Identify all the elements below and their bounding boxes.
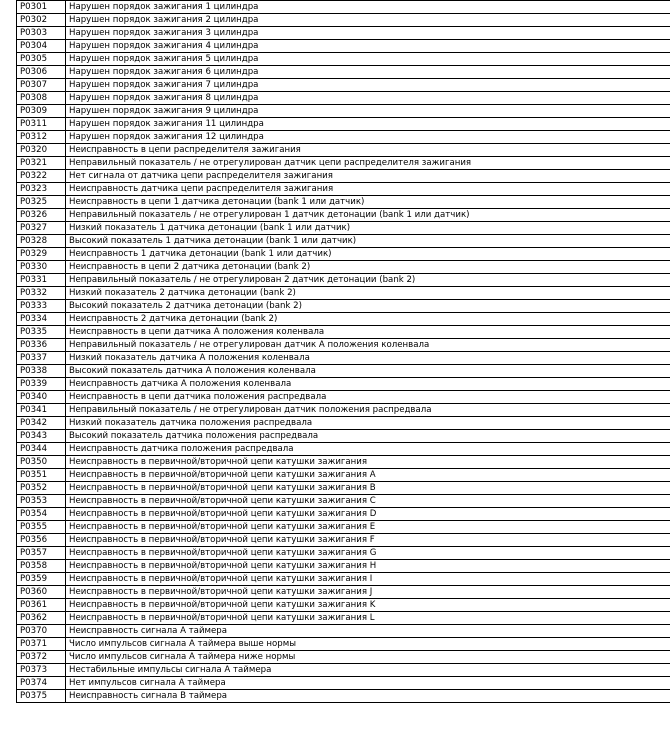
- error-description-cell: Число импульсов сигнала А таймера ниже нормы: [66, 651, 670, 664]
- error-description-cell: Низкий показатель датчика А положения коленвала: [66, 352, 670, 365]
- error-code-cell: P0301: [17, 1, 66, 14]
- table-row: [17, 66, 670, 79]
- error-description-cell: Неисправность в первичной/вторичной цепи катушки зажигания В: [66, 482, 670, 495]
- table-row: [17, 105, 670, 118]
- error-description-cell: Нарушен порядок зажигания 6 цилиндра: [66, 66, 670, 79]
- error-code-cell: P0311: [17, 118, 66, 131]
- error-description-cell: Нестабильные импульсы сигнала А таймера: [66, 664, 670, 677]
- error-description-cell: Низкий показатель датчика положения распредвала: [66, 417, 670, 430]
- table-row: [17, 482, 670, 495]
- table-row: [17, 144, 670, 157]
- error-code-cell: P0351: [17, 469, 66, 482]
- table-row: [17, 456, 670, 469]
- table-row: [17, 521, 670, 534]
- error-code-cell: P0307: [17, 79, 66, 92]
- error-description-cell: Нет сигнала от датчика цепи распределителя зажигания: [66, 170, 670, 183]
- error-code-cell: P0344: [17, 443, 66, 456]
- error-code-cell: P0304: [17, 40, 66, 53]
- table-row: [17, 326, 670, 339]
- table-row: [17, 14, 670, 27]
- error-description-cell: Нарушен порядок зажигания 7 цилиндра: [66, 79, 670, 92]
- error-description-cell: Неисправность 1 датчика детонации (bank 1 или датчик): [66, 248, 670, 261]
- error-code-cell: P0373: [17, 664, 66, 677]
- error-code-cell: P0323: [17, 183, 66, 196]
- error-description-cell: Неисправность в первичной/вторичной цепи катушки зажигания Е: [66, 521, 670, 534]
- table-row: [17, 443, 670, 456]
- error-description-cell: Неисправность датчика А положения коленвала: [66, 378, 670, 391]
- error-code-cell: P0302: [17, 14, 66, 27]
- error-description-cell: Нарушен порядок зажигания 9 цилиндра: [66, 105, 670, 118]
- table-row: [17, 300, 670, 313]
- error-code-cell: P0358: [17, 560, 66, 573]
- error-code-cell: P0337: [17, 352, 66, 365]
- error-code-cell: P0343: [17, 430, 66, 443]
- error-code-cell: P0328: [17, 235, 66, 248]
- error-codes-table: [16, 0, 670, 703]
- table-row: [17, 339, 670, 352]
- error-code-cell: P0339: [17, 378, 66, 391]
- table-row: [17, 625, 670, 638]
- table-row: [17, 638, 670, 651]
- table-row: [17, 222, 670, 235]
- error-code-cell: P0330: [17, 261, 66, 274]
- error-code-cell: P0326: [17, 209, 66, 222]
- table-row: [17, 131, 670, 144]
- error-code-cell: P0320: [17, 144, 66, 157]
- error-description-cell: Неисправность в первичной/вторичной цепи катушки зажигания I: [66, 573, 670, 586]
- error-code-cell: P0309: [17, 105, 66, 118]
- table-row: [17, 677, 670, 690]
- table-row: [17, 560, 670, 573]
- error-code-cell: P0371: [17, 638, 66, 651]
- error-code-cell: P0331: [17, 274, 66, 287]
- table-row: [17, 53, 670, 66]
- error-code-cell: P0355: [17, 521, 66, 534]
- error-code-cell: P0340: [17, 391, 66, 404]
- table-row: [17, 391, 670, 404]
- error-code-cell: P0357: [17, 547, 66, 560]
- error-description-cell: Низкий показатель 2 датчика детонации (bank 2): [66, 287, 670, 300]
- table-row: [17, 92, 670, 105]
- table-row: [17, 664, 670, 677]
- error-description-cell: Неисправность в первичной/вторичной цепи катушки зажигания J: [66, 586, 670, 599]
- error-description-cell: Нет импульсов сигнала А таймера: [66, 677, 670, 690]
- error-description-cell: Неисправность в первичной/вторичной цепи катушки зажигания С: [66, 495, 670, 508]
- error-description-cell: Неисправность в первичной/вторичной цепи катушки зажигания F: [66, 534, 670, 547]
- table-row: [17, 261, 670, 274]
- table-row: [17, 209, 670, 222]
- error-code-cell: P0354: [17, 508, 66, 521]
- error-code-cell: P0350: [17, 456, 66, 469]
- error-code-cell: P0372: [17, 651, 66, 664]
- error-description-cell: Неисправность сигнала В таймера: [66, 690, 670, 703]
- table-row: [17, 469, 670, 482]
- error-description-cell: Высокий показатель 2 датчика детонации (bank 2): [66, 300, 670, 313]
- table-row: [17, 508, 670, 521]
- error-description-cell: Неисправность в цепи датчика А положения коленвала: [66, 326, 670, 339]
- error-code-cell: P0327: [17, 222, 66, 235]
- error-description-cell: Нарушен порядок зажигания 12 цилиндра: [66, 131, 670, 144]
- error-description-cell: Нарушен порядок зажигания 1 цилиндра: [66, 1, 670, 14]
- error-code-cell: P0353: [17, 495, 66, 508]
- error-description-cell: Нарушен порядок зажигания 3 цилиндра: [66, 27, 670, 40]
- error-description-cell: Неисправность в цепи датчика положения распредвала: [66, 391, 670, 404]
- table-row: [17, 534, 670, 547]
- error-code-cell: P0303: [17, 27, 66, 40]
- table-row: [17, 690, 670, 703]
- error-code-cell: P0362: [17, 612, 66, 625]
- error-code-cell: P0342: [17, 417, 66, 430]
- error-description-cell: Неисправность в цепи 1 датчика детонации (bank 1 или датчик): [66, 196, 670, 209]
- table-row: [17, 573, 670, 586]
- error-code-cell: P0359: [17, 573, 66, 586]
- error-description-cell: Нарушен порядок зажигания 4 цилиндра: [66, 40, 670, 53]
- error-description-cell: Нарушен порядок зажигания 5 цилиндра: [66, 53, 670, 66]
- table-row: [17, 417, 670, 430]
- table-row: [17, 287, 670, 300]
- error-codes-body: [17, 1, 670, 703]
- error-description-cell: Неправильный показатель / не отрегулирован 2 датчик детонации (bank 2): [66, 274, 670, 287]
- table-row: [17, 157, 670, 170]
- error-description-cell: Нарушен порядок зажигания 8 цилиндра: [66, 92, 670, 105]
- error-description-cell: Неисправность датчика положения распредвала: [66, 443, 670, 456]
- table-row: [17, 40, 670, 53]
- error-code-cell: P0370: [17, 625, 66, 638]
- error-description-cell: Неправильный показатель / не отрегулирован 1 датчик детонации (bank 1 или датчик): [66, 209, 670, 222]
- error-code-cell: P0360: [17, 586, 66, 599]
- error-description-cell: Неправильный показатель / не отрегулирован датчик А положения коленвала: [66, 339, 670, 352]
- error-description-cell: Неисправность сигнала А таймера: [66, 625, 670, 638]
- error-code-cell: P0322: [17, 170, 66, 183]
- error-code-cell: P0305: [17, 53, 66, 66]
- error-code-cell: P0336: [17, 339, 66, 352]
- error-description-cell: Неправильный показатель / не отрегулирован датчик положения распредвала: [66, 404, 670, 417]
- table-row: [17, 183, 670, 196]
- error-code-cell: P0333: [17, 300, 66, 313]
- error-code-cell: P0312: [17, 131, 66, 144]
- error-description-cell: Неисправность в первичной/вторичной цепи катушки зажигания G: [66, 547, 670, 560]
- table-row: [17, 274, 670, 287]
- error-description-cell: Высокий показатель датчика А положения коленвала: [66, 365, 670, 378]
- error-code-cell: P0325: [17, 196, 66, 209]
- error-description-cell: Неисправность в первичной/вторичной цепи катушки зажигания: [66, 456, 670, 469]
- error-description-cell: Низкий показатель 1 датчика детонации (bank 1 или датчик): [66, 222, 670, 235]
- error-description-cell: Неисправность 2 датчика детонации (bank 2): [66, 313, 670, 326]
- table-row: [17, 612, 670, 625]
- error-description-cell: Неисправность в первичной/вторичной цепи катушки зажигания H: [66, 560, 670, 573]
- error-code-cell: P0375: [17, 690, 66, 703]
- error-code-cell: P0374: [17, 677, 66, 690]
- error-description-cell: Неисправность датчика цепи распределителя зажигания: [66, 183, 670, 196]
- error-description-cell: Неисправность в первичной/вторичной цепи катушки зажигания L: [66, 612, 670, 625]
- error-code-cell: P0352: [17, 482, 66, 495]
- error-description-cell: Нарушен порядок зажигания 2 цилиндра: [66, 14, 670, 27]
- error-code-cell: P0361: [17, 599, 66, 612]
- error-description-cell: Неисправность в первичной/вторичной цепи катушки зажигания K: [66, 599, 670, 612]
- table-row: [17, 313, 670, 326]
- table-row: [17, 196, 670, 209]
- table-row: [17, 404, 670, 417]
- error-description-cell: Нарушен порядок зажигания 11 цилиндра: [66, 118, 670, 131]
- error-description-cell: Неисправность в цепи 2 датчика детонации (bank 2): [66, 261, 670, 274]
- error-description-cell: Неисправность в цепи распределителя зажигания: [66, 144, 670, 157]
- table-row: [17, 365, 670, 378]
- error-description-cell: Неисправность в первичной/вторичной цепи катушки зажигания D: [66, 508, 670, 521]
- error-code-cell: P0329: [17, 248, 66, 261]
- table-row: [17, 651, 670, 664]
- table-row: [17, 352, 670, 365]
- error-code-cell: P0335: [17, 326, 66, 339]
- table-row: [17, 170, 670, 183]
- error-code-cell: P0308: [17, 92, 66, 105]
- table-row: [17, 248, 670, 261]
- error-description-cell: Неправильный показатель / не отрегулирован датчик цепи распределителя зажигания: [66, 157, 670, 170]
- table-row: [17, 495, 670, 508]
- table-row: [17, 79, 670, 92]
- error-code-cell: P0332: [17, 287, 66, 300]
- error-description-cell: Неисправность в первичной/вторичной цепи катушки зажигания А: [66, 469, 670, 482]
- error-description-cell: Высокий показатель 1 датчика детонации (bank 1 или датчик): [66, 235, 670, 248]
- table-row: [17, 586, 670, 599]
- table-row: [17, 1, 670, 14]
- error-code-cell: P0306: [17, 66, 66, 79]
- table-row: [17, 547, 670, 560]
- table-row: [17, 430, 670, 443]
- table-row: [17, 378, 670, 391]
- table-row: [17, 599, 670, 612]
- error-code-cell: P0341: [17, 404, 66, 417]
- error-code-cell: P0321: [17, 157, 66, 170]
- table-row: [17, 27, 670, 40]
- error-code-cell: P0334: [17, 313, 66, 326]
- table-row: [17, 118, 670, 131]
- table-row: [17, 235, 670, 248]
- error-description-cell: Число импульсов сигнала А таймера выше нормы: [66, 638, 670, 651]
- error-code-cell: P0356: [17, 534, 66, 547]
- error-code-cell: P0338: [17, 365, 66, 378]
- error-description-cell: Высокий показатель датчика положения распредвала: [66, 430, 670, 443]
